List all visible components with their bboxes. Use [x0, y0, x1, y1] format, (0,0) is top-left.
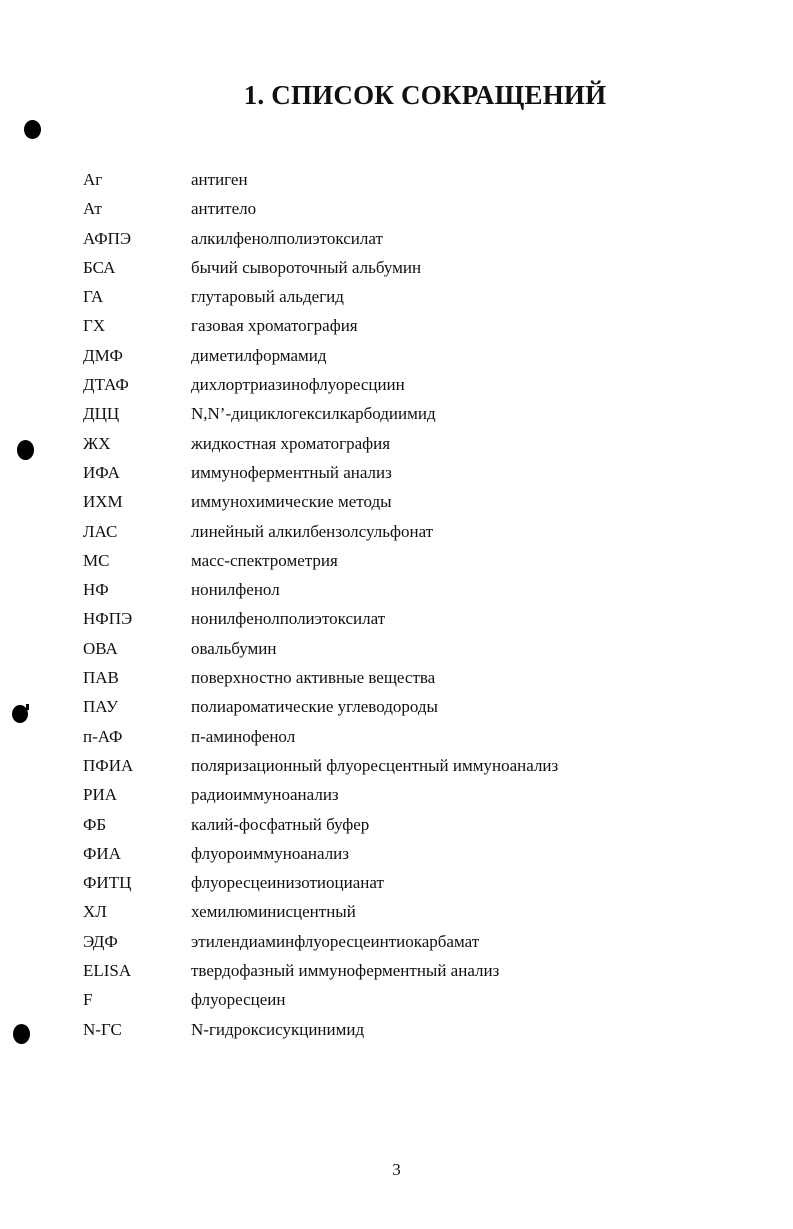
abbreviation-definition: дихлортриазинофлуоресциин — [191, 375, 405, 395]
abbreviation-row — [0, 168, 793, 197]
abbreviation-row — [0, 930, 793, 959]
abbreviation-term: ДМФ — [83, 345, 123, 365]
abbreviation-term: ЛАС — [83, 521, 118, 541]
abbreviation-term: АФПЭ — [83, 228, 132, 248]
abbreviation-definition: линейный алкилбензолсульфонат — [191, 521, 434, 541]
abbreviation-row — [0, 227, 793, 256]
abbreviation-definition: калий-фосфатный буфер — [191, 814, 370, 834]
abbreviation-definition: масс-спектрометрия — [191, 550, 338, 570]
abbreviation-definition: твердофазный иммуноферментный анализ — [191, 961, 500, 981]
abbreviation-term: ГХ — [83, 316, 106, 336]
abbreviation-definition: радиоиммуноанализ — [191, 785, 339, 805]
abbreviation-row — [0, 607, 793, 636]
abbreviation-term: ДТАФ — [83, 375, 129, 395]
abbreviation-row — [0, 402, 793, 431]
abbreviation-row — [0, 725, 793, 754]
abbreviation-definition: овальбумин — [191, 638, 277, 658]
abbreviation-row — [0, 256, 793, 285]
abbreviation-term: Аг — [83, 170, 103, 189]
binder-hole-mark — [17, 440, 34, 460]
abbreviation-term: п-АФ — [83, 726, 123, 746]
abbreviation-row — [0, 520, 793, 549]
abbreviation-term: ПАВ — [83, 668, 119, 688]
abbreviation-term: ПФИА — [83, 755, 134, 775]
abbreviation-row — [0, 871, 793, 900]
abbreviation-definition: газовая хроматография — [191, 316, 358, 336]
abbreviation-row — [0, 959, 793, 988]
abbreviation-term: ФИТЦ — [83, 873, 132, 893]
abbreviation-row — [0, 578, 793, 607]
abbreviation-term: ИХМ — [83, 492, 123, 512]
abbreviation-list — [0, 168, 793, 1047]
abbreviation-definition: антитело — [191, 199, 257, 219]
abbreviation-term: ФИА — [83, 843, 121, 863]
abbreviation-term: ЭДФ — [83, 931, 118, 951]
abbreviation-definition: флуоресцеин — [191, 990, 286, 1010]
abbreviation-definition: алкилфенолполиэтоксилат — [191, 228, 383, 248]
abbreviation-term: ПАУ — [83, 697, 119, 717]
abbreviation-definition: глутаровый альдегид — [191, 287, 344, 307]
abbreviation-row — [0, 813, 793, 842]
abbreviation-row — [0, 285, 793, 314]
abbreviation-term: ELISA — [83, 961, 132, 981]
abbreviation-definition: п-аминофенол — [191, 726, 296, 746]
abbreviation-term: F — [83, 990, 93, 1010]
abbreviation-term: РИА — [83, 785, 118, 805]
abbreviation-term: ХЛ — [83, 902, 107, 922]
abbreviation-definition: N,N’-дициклогексилкарбодиимид — [191, 404, 436, 424]
abbreviation-row — [0, 666, 793, 695]
abbreviation-term: ФБ — [83, 814, 107, 834]
abbreviation-row — [0, 842, 793, 871]
abbreviation-definition: флуороиммуноанализ — [191, 843, 349, 863]
abbreviation-term: ИФА — [83, 462, 120, 482]
page-number: 3 — [392, 1160, 401, 1179]
abbreviation-row — [0, 490, 793, 519]
abbreviation-term: ДЦЦ — [83, 404, 120, 424]
abbreviation-definition: N-гидроксисукцинимид — [191, 1019, 365, 1039]
abbreviation-term: НФПЭ — [83, 609, 133, 629]
abbreviation-row — [0, 432, 793, 461]
abbreviation-definition: диметилформамид — [191, 345, 327, 365]
abbreviation-row — [0, 373, 793, 402]
page-title: 1. СПИСОК СОКРАЩЕНИЙ — [243, 80, 607, 110]
abbreviation-definition: поверхностно активные вещества — [191, 668, 436, 688]
abbreviation-definition: иммунохимические методы — [191, 492, 392, 512]
abbreviation-row — [0, 988, 793, 1017]
abbreviation-row — [0, 1018, 793, 1047]
abbreviation-row — [0, 637, 793, 666]
binder-hole-mark — [24, 120, 41, 139]
abbreviation-row — [0, 314, 793, 343]
abbreviation-row — [0, 900, 793, 929]
abbreviation-row — [0, 197, 793, 226]
abbreviation-row — [0, 754, 793, 783]
abbreviation-term: БСА — [83, 257, 116, 277]
abbreviation-row — [0, 344, 793, 373]
binder-hole-mark — [13, 1024, 30, 1044]
abbreviation-definition: бычий сывороточный альбумин — [191, 257, 422, 277]
abbreviation-term: МС — [83, 550, 110, 570]
abbreviation-term: ГА — [83, 287, 104, 307]
binder-hole-mark-tick — [26, 704, 29, 710]
abbreviation-definition: флуоресцеинизотиоцианат — [191, 873, 384, 893]
abbreviation-definition: жидкостная хроматография — [191, 433, 391, 453]
abbreviation-definition: нонилфенол — [191, 580, 280, 600]
abbreviation-row — [0, 695, 793, 724]
abbreviation-term: НФ — [83, 580, 109, 600]
abbreviation-term: N-ГС — [83, 1019, 122, 1039]
abbreviation-definition: поляризационный флуоресцентный иммуноанализ — [191, 755, 559, 775]
abbreviation-term: Ат — [83, 199, 102, 219]
abbreviation-definition: нонилфенолполиэтоксилат — [191, 609, 386, 629]
abbreviation-definition: этилендиаминфлуоресцеинтиокарбамат — [191, 931, 480, 951]
abbreviation-definition: антиген — [191, 170, 248, 189]
abbreviation-definition: иммуноферментный анализ — [191, 462, 392, 482]
abbreviation-row — [0, 461, 793, 490]
abbreviation-term: ЖХ — [83, 433, 111, 453]
abbreviation-definition: хемилюминисцентный — [191, 902, 356, 922]
abbreviation-definition: полиароматические углеводороды — [191, 697, 438, 717]
abbreviation-term: ОВА — [83, 638, 118, 658]
abbreviation-row — [0, 783, 793, 812]
abbreviation-row — [0, 549, 793, 578]
